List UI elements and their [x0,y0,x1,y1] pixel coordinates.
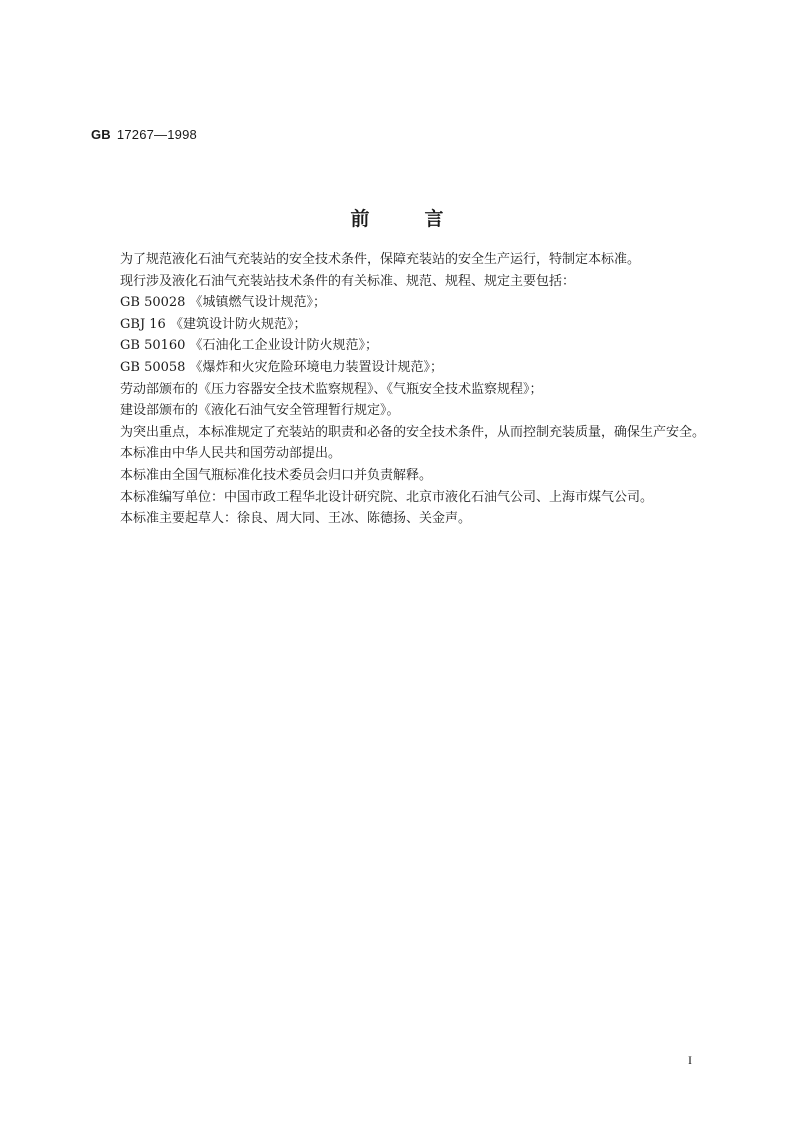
standard-reference: 建设部颁布的《液化石油气安全管理暂行规定》。 [120,403,400,419]
standard-reference: GB 50028 《城镇燃气设计规范》； [120,295,327,311]
standard-code [91,127,197,142]
standard-reference: GBJ 16 《建筑设计防火规范》； [120,316,307,332]
paragraph: 本标准由全国气瓶标准化技术委员会归口并负责解释。 [120,467,433,483]
paragraph: 本标准由中华人民共和国劳动部提出。 [120,446,342,462]
standard-prefix: GB [91,127,111,142]
standard-reference: GB 50160 《石油化工企业设计防火规范》； [120,338,379,354]
page-number: I [688,1053,692,1067]
paragraph: 现行涉及液化石油气充装站技术条件的有关标准、规范、规程、规定主要包括： [120,273,576,289]
standard-reference: GB 50058 《爆炸和火灾危险环境电力装置设计规范》； [120,359,444,375]
foreword-body [94,249,716,530]
paragraph: 为突出重点，本标准规定了充装站的职责和必备的安全技术条件，从而控制充装质量，确保生产安全。 [120,424,706,440]
paragraph: 本标准编写单位：中国市政工程华北设计研究院、北京市液化石油气公司、上海市煤气公司。 [120,489,654,505]
page-title: 前言 [350,208,499,230]
paragraph: 本标准主要起草人：徐良、周大同、王冰、陈德扬、关金声。 [120,511,472,527]
paragraph: 为了规范液化石油气充装站的安全技术条件，保障充装站的安全生产运行，特制定本标准。 [120,252,641,267]
standard-number: 17267—1998 [116,127,197,142]
standard-reference: 劳动部颁布的《压力容器安全技术监察规程》、《气瓶安全技术监察规程》； [120,381,543,397]
